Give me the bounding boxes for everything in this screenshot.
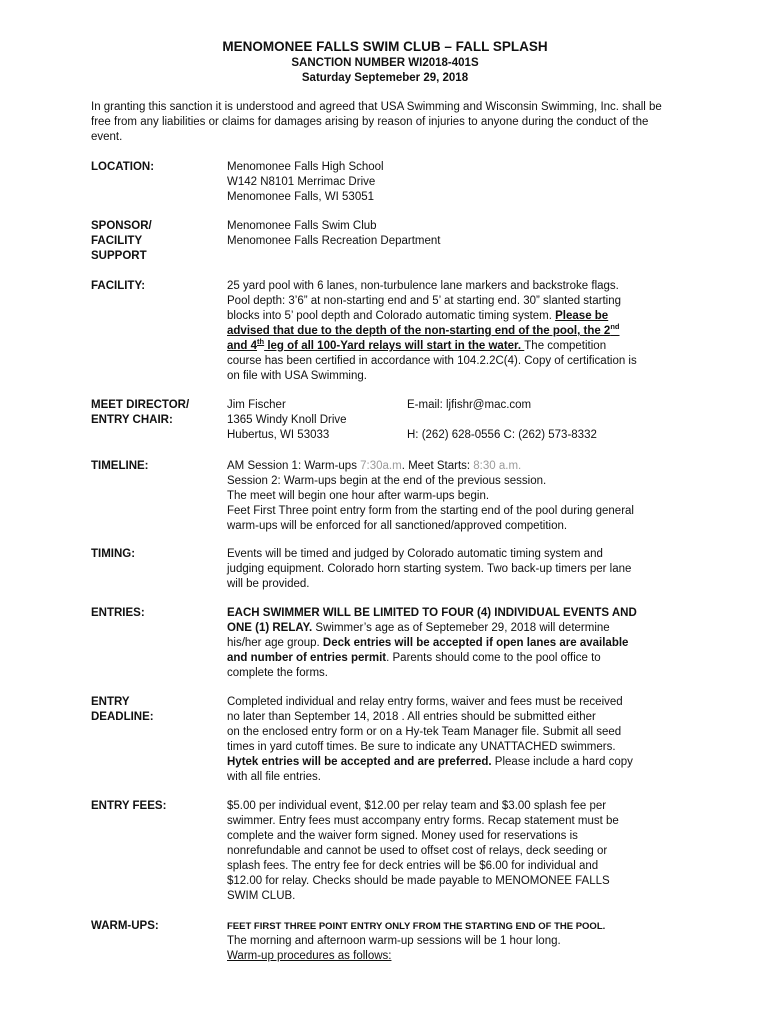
sponsor-line: Menomonee Falls Recreation Department [227,235,441,247]
director-street: 1365 Windy Knoll Drive [227,414,347,426]
facility-line: course has been certified in accordance with 104.2.2C(4). Copy of certification is [227,355,637,367]
fees-line: complete and the waiver form signed. Money used for reservations is [227,830,578,842]
sponsor-value [227,219,685,249]
fees-line: nonrefundable and cannot be used to offset cost of relays, deck seeding or [227,845,608,857]
director-email: E-mail: ljfishr@mac.com [407,399,532,411]
deadline-line: on the enclosed entry form or on a Hy-tek Team Manager file. Submit all seed [227,726,622,738]
entries-bold: ONE (1) RELAY. [227,622,313,634]
facility-value [227,279,685,384]
entries-line [227,621,685,636]
facility-label: FACILITY: [91,280,146,292]
deadline-text: Please include a hard copy [491,756,633,768]
entries-line: EACH SWIMMER WILL BE LIMITED TO FOUR (4) INDIVIDUAL EVENTS AND [227,607,637,619]
timeline-text: AM Session 1: Warm-ups [227,460,361,472]
timing-label: TIMING: [91,548,136,560]
entries-bold: Deck entries will be accepted if open lanes are available [322,637,629,649]
facility-notice-sup: nd [610,322,620,332]
location-line: W142 N8101 Merrimac Drive [227,176,376,188]
fees-label: ENTRY FEES: [91,800,167,812]
director-city: Hubertus, WI 53033 [227,429,330,441]
timeline-text: . Meet Starts: [401,460,474,472]
warmup-time: 7:30a.m [360,460,402,472]
facility-notice-line [227,324,685,339]
warmups-label: WARM-UPS: [91,920,159,932]
timing-value [227,547,685,592]
location-label: LOCATION: [91,161,155,173]
deadline-line [227,755,685,770]
deadline-value [227,695,685,785]
fees-line: swimmer. Entry fees must accompany entry forms. Recap statement must be [227,815,619,827]
location-line: Menomonee Falls High School [227,161,384,173]
fees-line: $12.00 for relay. Checks should be made payable to MENOMONEE FALLS [227,875,610,887]
location-value [227,160,685,205]
deadline-label: ENTRY DEADLINE: [91,696,154,723]
facility-text: The competition [524,340,607,352]
facility-line: 25 yard pool with 6 lanes, non-turbulence lane markers and backstroke flags. [227,280,619,292]
entries-text: Swimmer’s age as of Septemeber 29, 2018 will determine [312,622,610,634]
deadline-line: no later than September 14, 2018 . All entries should be submitted either [227,711,596,723]
deadline-line: Completed individual and relay entry forms, waiver and fees must be received [227,696,623,708]
timeline-line: The meet will begin one hour after warm-ups begin. [227,490,490,502]
director-name: Jim Fischer [227,399,286,411]
director-phone: H: (262) 628-0556 C: (262) 573-8332 [407,429,597,441]
fees-line: SWIM CLUB. [227,890,296,902]
facility-notice: and 4 [227,340,258,352]
timeline-line: Session 2: Warm-ups begin at the end of the previous session. [227,475,547,487]
fees-value [227,799,685,904]
deadline-line: times in yard cutoff times. Be sure to indicate any UNATTACHED swimmers. [227,741,616,753]
entries-value [227,606,685,681]
deadline-line: with all file entries. [227,771,321,783]
sponsor-label: SPONSOR/ FACILITY SUPPORT [91,220,152,262]
fees-line: $5.00 per individual event, $12.00 per relay team and $3.00 splash fee per [227,800,607,812]
warmups-line: Warm-up procedures as follows: [227,950,392,962]
facility-line: Pool depth: 3’6” at non-starting end and 5’ at starting end. 30” slanted starting [227,295,622,307]
sanction-number: SANCTION NUMBER WI2018-401S [291,57,479,69]
facility-line [227,339,685,354]
entries-text: . Parents should come to the pool office to [386,652,601,664]
facility-line: on file with USA Swimming. [227,370,367,382]
fees-line: splash fees. The entry fee for deck entries will be $6.00 for individual and [227,860,599,872]
entries-label: ENTRIES: [91,607,145,619]
warmups-line: The morning and afternoon warm-up sessions will be 1 hour long. [227,935,561,947]
sponsor-line: Menomonee Falls Swim Club [227,220,377,232]
timing-line: Events will be timed and judged by Colorado automatic timing system and [227,548,603,560]
start-time: 8:30 a.m. [473,460,522,472]
timeline-label: TIMELINE: [91,460,149,472]
timeline-value [227,459,685,534]
warmups-value [227,919,685,964]
meet-date: Saturday Septemeber 29, 2018 [301,72,469,84]
entries-text: his/her age group. [227,637,323,649]
entries-line [227,651,685,666]
deadline-bold: Hytek entries will be accepted and are preferred. [227,756,492,768]
director-label: MEET DIRECTOR/ ENTRY CHAIR: [91,399,190,426]
timing-line: will be provided. [227,578,310,590]
warmups-line: FEET FIRST THREE POINT ENTRY ONLY FROM THE STARTING END OF THE POOL. [227,921,606,932]
sanction-disclaimer: In granting this sanction it is understood and agreed that USA Swimming and Wisconsin Swimming, Inc. shall be free from any liabilities or claims for damages arising by reason of injuries to anyone during the conduct of the event. [91,101,662,143]
facility-notice: Please be [555,310,609,322]
facility-notice: advised that due to the depth of the non-starting end of the pool, the 2 [227,325,611,337]
timeline-line [227,459,685,474]
facility-notice: leg of all 100-Yard relays will start in the water. [264,340,525,352]
director-address [227,398,397,443]
location-line: Menomonee Falls, WI 53051 [227,191,375,203]
entries-bold: and number of entries permit [227,652,387,664]
timing-line: judging equipment. Colorado horn starting system. Two back-up timers per lane [227,563,632,575]
timeline-line: warm-ups will be enforced for all sanctioned/approved competition. [227,520,568,532]
entries-line [227,636,685,651]
facility-text: blocks into 5’ pool depth and Colorado automatic timing system. [227,310,556,322]
entries-line: complete the forms. [227,667,328,679]
timeline-line: Feet First Three point entry form from the starting end of the pool during general [227,505,634,517]
document-title: MENOMONEE FALLS SWIM CLUB – FALL SPLASH [222,39,548,54]
facility-notice-sup: th [257,337,265,347]
